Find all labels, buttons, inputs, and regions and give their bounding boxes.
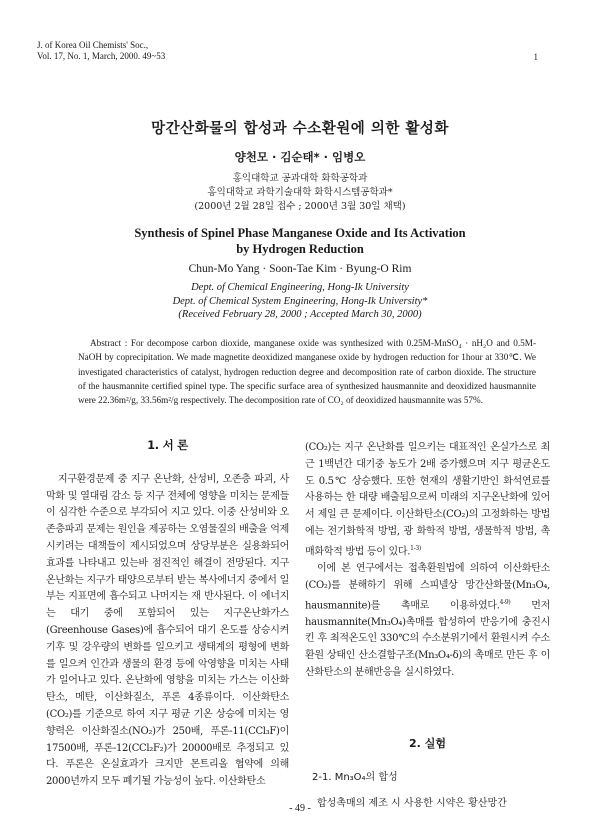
journal-line-2: Vol. 17, No. 1, March, 2000. 49~53 [37,51,166,61]
page-number: 1 [533,52,538,62]
journal-line-1: J. of Korea Oil Chemists' Soc., [37,40,149,50]
english-title-line-2: by Hydrogen Reduction [236,242,364,256]
intro-paragraph-3 [305,561,550,682]
english-received: (Received February 28, 2000 ; Accepted March 30, 2000) [178,309,422,320]
english-affiliations [0,281,600,322]
korean-affiliation-2: 홍익대학교 과학기술대학 화학시스템공학과* [207,187,393,198]
intro-paragraph-3-cont: 먼저 hausmannite(Mn₃O₄)촉매를 합성하여 반응기에 충진시킨 후 최적온도인 330℃의 수소분위기에서 환원시켜 수소환원 상태인 산소결함구조(Mn₃O₄-δ)의 촉매로 만든 후 이산화탄소의 분해반응을 실시하였다. [305,599,550,679]
english-affiliation-1: Dept. of Chemical Engineering, Hong-Ik University [191,282,409,293]
journal-citation [37,40,165,62]
korean-affiliations [0,172,600,214]
left-column [46,437,289,791]
intro-paragraph-1: 지구환경문제 중 지구 온난화, 산성비, 오존층 파괴, 사막화 및 열대림 감소 등 지구 전체에 영향을 미치는 문제들이 심각한 수준으로 부각되어 지고 있다. 이중 산성비와 오존층파괴 문제는 원인을 제공하는 오염물질의 배출을 억제시키려는 대책들이 제시되었으며 상당부분은 실용화되어 효과를 나타내고 있는바 점진적인 해결이 전망된다. 지구온난화는 지구가 태양으로부터 받는 복사에너지 중에서 일부는 지표면에 흡수되고 나머지는 재 반사된다. 이 에너지는 대기 중에 포함되어 있는 지구온난화가스(Greenhouse Gases)에 흡수되어 대기 온도를 상승시켜 기후 및 강우량의 변화를 일으키고 생태계의 평형에 변화를 일으켜 인간과 생물의 환경 등에 악영향을 미치는 사태가 일어나고 있다. 온난화에 영향을 미치는 가스는 이산화탄소, 메탄, 이산화질소, 푸론 4종류이다. 이산화탄소(CO₂)를 기준으로 하여 지구 평균 기온 상승에 미치는 영향력은 이산화질소(NO₂)가 250배, 푸론-11(CCl₃F)이 17500배, 푸론-12(CCl₂F₂)가 20000배로 추정되고 있다. 푸론은 온실효과가 크지만 몬트리올 협약에 의해 2000년까지 모두 폐기될 가능성이 높다. 이산화탄소 [46,473,289,788]
intro-paragraph-2-text: (CO₂)는 지구 온난화를 일으키는 대표적인 온실가스로 최근 1백년간 대기중 농도가 2배 증가했으며 지구 평균온도도 0.5℃ 상승했다. 또한 현재의 생활기반인 화석연료를 사용하는 한 대량 배출됨으로써 미래의 지구온난화에 있어서 제일 큰 문제이다. 이산화탄소(CO₂)의 고정화하는 방법에는 전기화학적 방법, 광 화학적 방법, 생물학적 방법, 촉매화학적 방법 등이 있다. [305,442,550,558]
english-title [0,225,600,257]
section-1-heading: 1. 서 론 [147,438,188,452]
korean-received: (2000년 2월 28일 접수 ; 2000년 3월 30일 채택) [194,201,406,212]
abstract [78,336,536,407]
reference-1-3: 1-3) [410,544,421,552]
section-2-heading: 2. 실험 [409,737,446,750]
english-authors: Chun-Mo Yang · Soon-Tae Kim · Byung-O Rim [188,263,412,275]
korean-affiliation-1: 홍익대학교 공과대학 화학공학과 [232,173,368,184]
korean-title: 망간산화물의 합성과 수소환원에 의한 활성화 [151,121,449,137]
page-footer: - 49 - [289,803,311,814]
right-column [305,440,550,682]
subsection-2-1-heading: 2-1. Mn₃O₄의 합성 [312,772,398,783]
reference-4-9: 4-9) [499,598,511,606]
english-title-line-1: Synthesis of Spinel Phase Manganese Oxide and Its Activation [134,226,466,240]
abstract-text: For decompose carbon dioxide, manganese oxide was synthesized with 0.25M-MnSO₄ · nH₂O and 0.5M-NaOH by coprecipitation. We made magnetite deoxidized manganese oxide by hydrogen reduction for 1hour at 330℃. We investigated characteristics of catalyst, hydrogen reduction degree and decomposition rate of carbon dioxide. The structure of the hausmannite certified spinel type. The specific surface area of synthesized hausmannite and deoxidized hausmannite were 22.36m²/g, 33.56m²/g respectively. The decomposition rate of CO₂ of deoxidized hausmannite was 57%. [78,338,537,406]
experiment-first-line: 합성촉매의 제조 시 사용한 시약은 황산망간 [317,798,507,809]
intro-paragraph-2 [305,440,550,561]
abstract-label: Abstract : [90,338,128,348]
english-affiliation-2: Dept. of Chemical System Engineering, Hong-Ik University* [172,295,428,307]
intro-paragraph-3-text: 이에 본 연구에서는 접촉환원법에 의하여 이산화탄소(CO₂)를 분해하기 위해 스피넬상 망간산화물(Mn₃O₄, hausmannite)를 촉매로 이용하였다. [305,562,550,611]
korean-authors: 양천모 · 김순태* · 임병오 [234,150,366,164]
